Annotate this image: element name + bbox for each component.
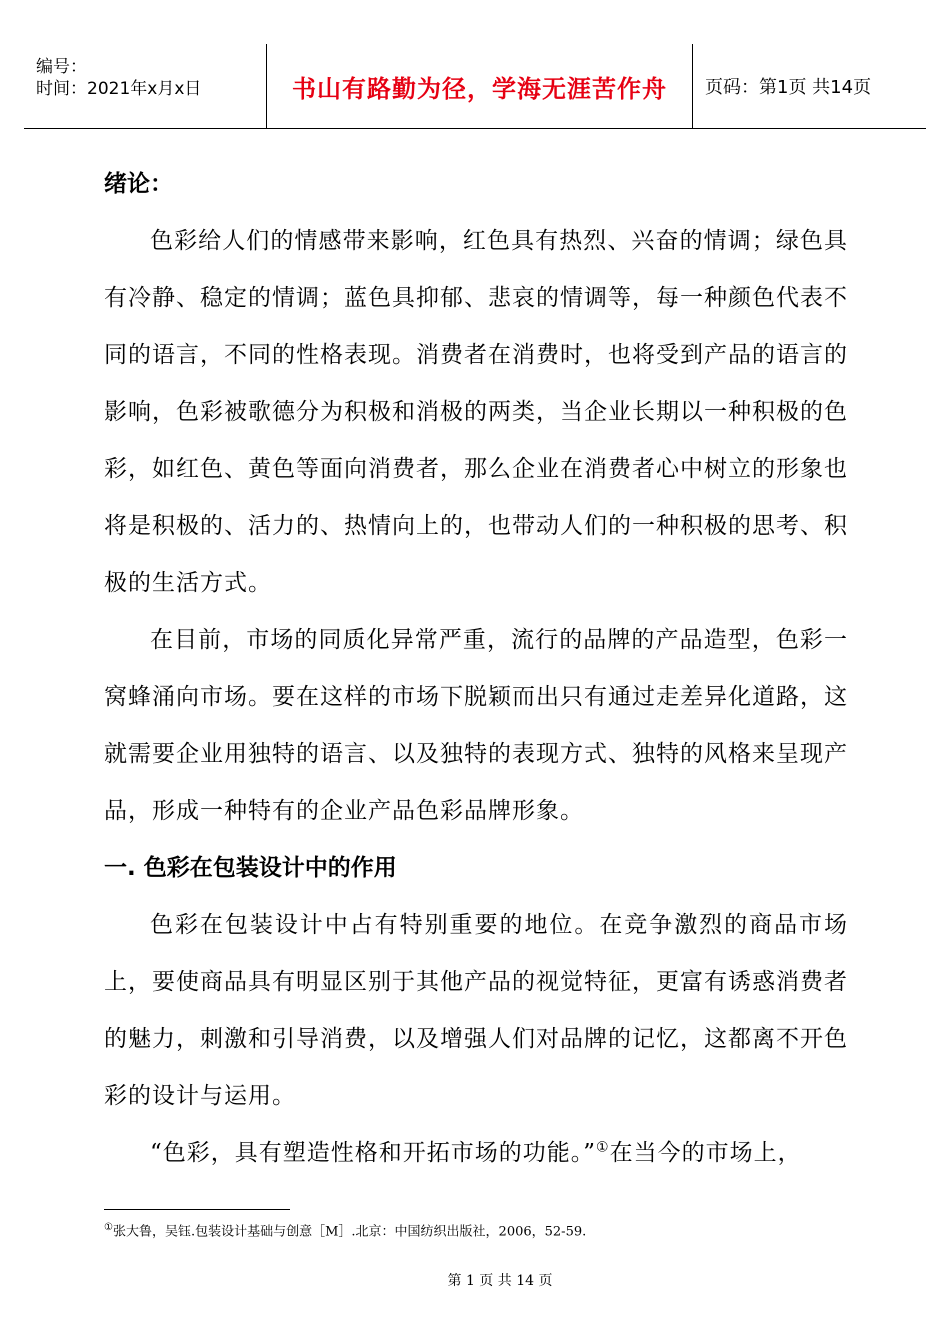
paragraph-3: 色彩在包装设计中占有特别重要的地位。在竞争激烈的商品市场上，要使商品具有明显区别于其他产品的视觉特征，更富有诱惑消费者的魅力，刺激和引导消费，以及增强人们对品牌的记忆，这都离不开色彩的设计与运用。: [104, 912, 848, 1109]
footnote-reference[interactable]: ①: [596, 1139, 610, 1156]
paragraph-2: 在目前，市场的同质化异常严重，流行的品牌的产品造型，色彩一窝蜂涌向市场。要在这样的市场下脱颖而出只有通过走差异化道路，这就需要企业用独特的语言、以及独特的表现方式、独特的风格来呈现产品，形成一种特有的企业产品色彩品牌形象。: [104, 627, 848, 824]
footnote-mark: ①: [104, 1222, 113, 1233]
paragraph-4-rest: 在当今的市场上，: [609, 1140, 802, 1166]
header-meta: [24, 44, 266, 128]
quote-text: “色彩，具有塑造性格和开拓市场的功能。”: [150, 1140, 597, 1166]
footnote-divider: [104, 1209, 290, 1210]
heading-section-1: 一. 色彩在包装设计中的作用: [104, 855, 397, 881]
page-header: [24, 44, 926, 129]
document-time-label: 时间：2021年x月x日: [36, 79, 202, 99]
paragraph-4: [104, 1125, 848, 1182]
header-page-info: 页码：第1页 共14页: [705, 77, 872, 98]
header-motto: 书山有路勤为径，学海无涯苦作舟: [266, 44, 693, 128]
document-number-label: 编号：: [36, 57, 87, 77]
heading-introduction: 绪论：: [104, 171, 173, 197]
footnote-text: 张大鲁，吴钰.包装设计基础与创意［M］.北京：中国纺织出版社，2006，52-59.: [112, 1224, 587, 1240]
paragraph-1: 色彩给人们的情感带来影响，红色具有热烈、兴奋的情调；绿色具有冷静、稳定的情调；蓝色具抑郁、悲哀的情调等，每一种颜色代表不同的语言，不同的性格表现。消费者在消费时，也将受到产品的语言的影响，色彩被歌德分为积极和消极的两类，当企业长期以一种积极的色彩，如红色、黄色等面向消费者，那么企业在消费者心中树立的形象也将是积极的、活力的、热情向上的，也带动人们的一种积极的思考、积极的生活方式。: [104, 228, 848, 596]
page-footer: 第 1 页 共 14 页: [447, 1273, 553, 1289]
document-body: [104, 156, 848, 1182]
footnote: [104, 1219, 586, 1241]
